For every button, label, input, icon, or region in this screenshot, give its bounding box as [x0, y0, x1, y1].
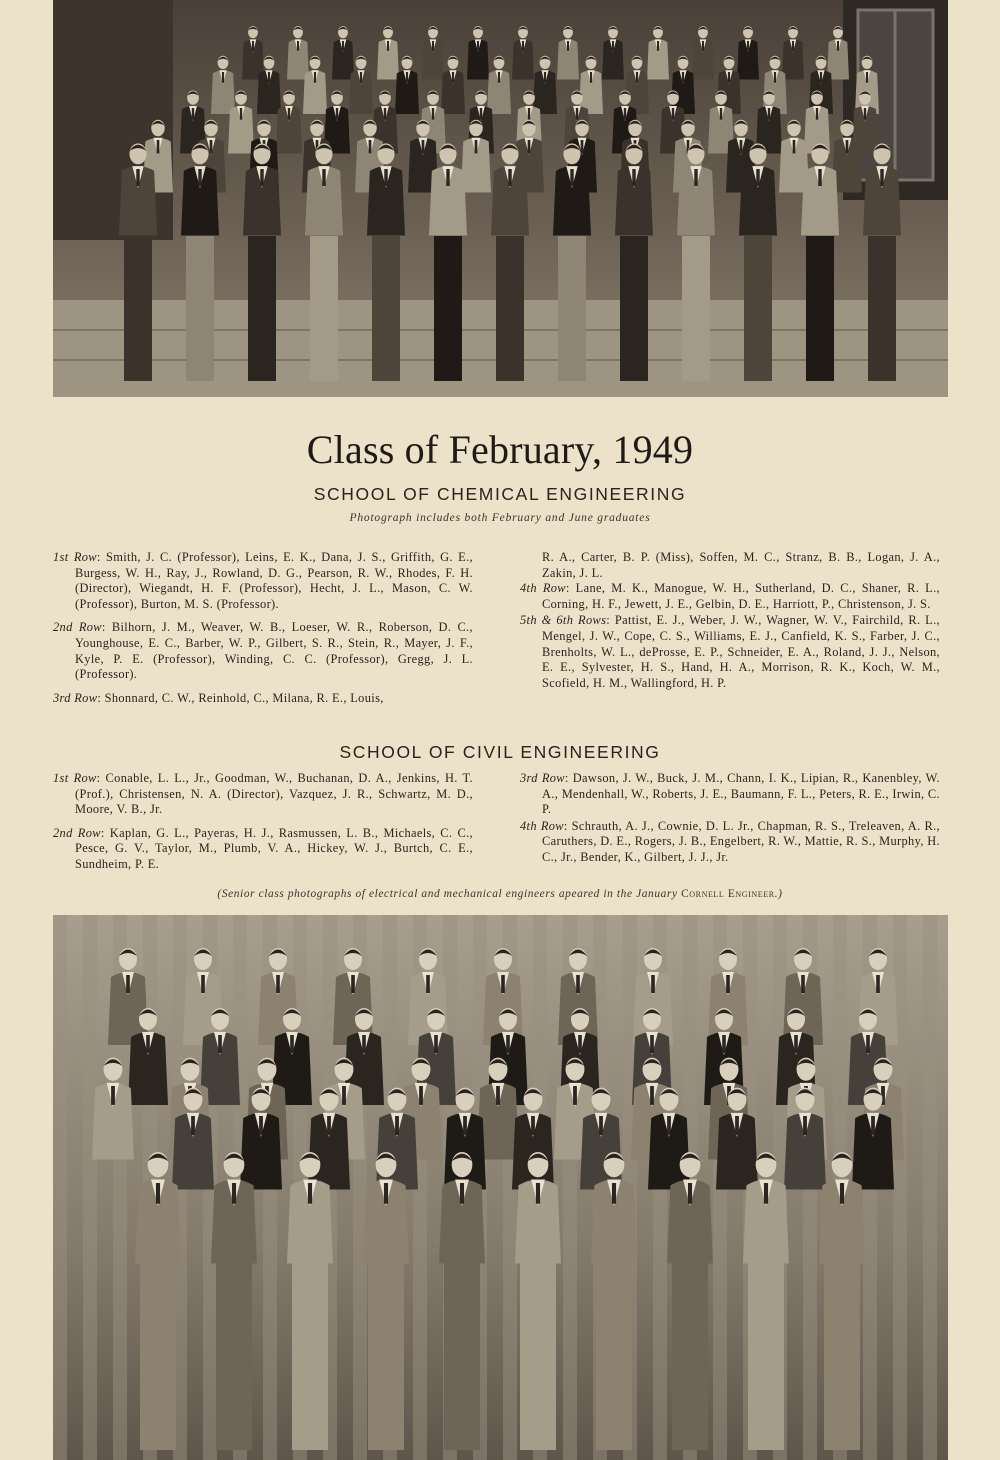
row-names: Smith, J. C. (Professor), Leins, E. K., Dana, J. S., Griffith, G. E., Burgess, W. H., Ray, J., Rowland, D. G., Pearson, R. W., Rhodes, F. H. (Director), Wiegandt, H. F. (Professor), Hecht, J. L., Mason, C. W. (Professor), Burton, M. S. (Professor).	[75, 550, 473, 611]
roster-row: 4th Row: Lane, M. K., Manogue, W. H., Sutherland, D. C., Shaner, R. L., Corning, H. F., Jewett, J. E., Gelbin, D. E., Harriott, P., Christenson, J. S.	[520, 581, 940, 611]
roster-row: 3rd Row: Dawson, J. W., Buck, J. M., Chann, I. K., Lipian, R., Kanenbley, W. A., Mendenhall, W., Roberts, J. E., Baumann, F. L., Peters, R. E., Irwin, C. P.	[520, 771, 940, 817]
row-label: 1st Row	[53, 771, 97, 785]
row-names: Pattist, E. J., Weber, J. W., Wagner, W. V., Fairchild, R. L., Mengel, J. W., Cope, C. S., Williams, E. J., Canfield, K. S., Farber, J. C., Brenholts, W. L., deProsse, E. P., Schneider, E. A., Roland, J. J., Nelson, E. E., Sylvester, H. S., Hand, H. A., Morrison, R. K., Koch, W. M., Scofield, H. M., Wallingford, H. P.	[542, 613, 940, 690]
civil-roster-right	[520, 771, 940, 867]
chemical-engineering-heading: SCHOOL OF CHEMICAL ENGINEERING	[313, 484, 687, 504]
caption-end: .)	[774, 888, 783, 900]
row-names: Schrauth, A. J., Cownie, D. L. Jr., Chapman, R. S., Treleaven, A. R., Caruthers, D. E., Rogers, J. B., Engelbert, R. W., Mattie, R. S., Murphy, H. C., Jr., Bender, K., Gilbert, J. J., Jr.	[542, 818, 940, 864]
row-label: 3rd Row	[53, 690, 98, 705]
roster-row: 3rd Row: Shonnard, C. W., Reinhold, C., Milana, R. E., Louis,	[53, 690, 384, 705]
row-names: Bilhorn, J. M., Weaver, W. B., Loeser, W. R., Roberson, D. C., Younghouse, E. C., Barber, W. P., Gilbert, S. R., Stein, R., Mayer, J. F., Kyle, P. E. (Professor), Winding, C. C. (Professor), Gregg, J. L. (Professor).	[75, 620, 473, 682]
row-label: 4th Row	[520, 818, 564, 833]
photo-note: Photograph includes both February and June graduates	[349, 512, 651, 524]
row-names: Conable, L. L., Jr., Goodman, W., Buchanan, D. A., Jenkins, H. T. (Prof.), Christensen, N. A. (Director), Vazquez, J. R., Schwartz, M. D., Moore, V. B., Jr.	[75, 771, 473, 817]
row-names: Kaplan, G. L., Payeras, H. J., Rasmussen, L. B., Michaels, C. C., Pesce, G. V., Taylor, M., Plumb, V. A., Hickey, W. J., Burtch, C. E., Sundheim, P. E.	[75, 825, 473, 871]
row-label: 3rd Row	[520, 771, 565, 785]
row-names: Shonnard, C. W., Reinhold, C., Milana, R. E., Louis,	[104, 690, 384, 705]
chemical-engineering-group-photo	[53, 0, 948, 397]
photo-caption	[0, 888, 1000, 900]
roster-row: 1st Row: Smith, J. C. (Professor), Leins, E. K., Dana, J. S., Griffith, G. E., Burgess, W. H., Ray, J., Rowland, D. G., Pearson, R. W., Rhodes, F. H. (Director), Wiegandt, H. F. (Professor), Hecht, J. L., Mason, C. W. (Professor), Burton, M. S. (Professor).	[53, 550, 473, 611]
caption-text: (Senior class photographs of electrical and mechanical engineers apeared in the January	[217, 888, 678, 900]
civil-engineering-heading: SCHOOL OF CIVIL ENGINEERING	[339, 742, 661, 762]
chemical-roster-left	[53, 550, 473, 707]
roster-row: 5th & 6th Rows: Pattist, E. J., Weber, J. W., Wagner, W. V., Fairchild, R. L., Mengel, J. W., Cope, C. S., Williams, E. J., Canfield, K. S., Farber, J. C., Brenholts, W. L., deProsse, E. P., Schneider, E. A., Roland, J. J., Nelson, E. E., Sylvester, H. S., Hand, H. A., Morrison, R. K., Koch, W. M., Scofield, H. M., Wallingford, H. P.	[520, 613, 940, 690]
row-names: Dawson, J. W., Buck, J. M., Chann, I. K., Lipian, R., Kanenbley, W. A., Mendenhall, W., Roberts, J. E., Baumann, F. L., Peters, R. E., Irwin, C. P.	[542, 771, 940, 817]
chemical-roster-right	[520, 550, 940, 692]
row-names: Lane, M. K., Manogue, W. H., Sutherland, D. C., Shaner, R. L., Corning, H. F., Jewett, J. E., Gelbin, D. E., Harriott, P., Christenson, J. S.	[542, 581, 940, 611]
publication-name: Cornell Engineer	[681, 888, 775, 900]
row-label: 1st Row	[53, 550, 97, 564]
civil-engineering-group-photo	[53, 915, 948, 1460]
roster-row: 2nd Row: Bilhorn, J. M., Weaver, W. B., Loeser, W. R., Roberson, D. C., Younghouse, E. C., Barber, W. P., Gilbert, S. R., Stein, R., Mayer, J. F., Kyle, P. E. (Professor), Winding, C. C. (Professor), Gregg, J. L. (Professor).	[53, 620, 473, 682]
roster-row: 1st Row: Conable, L. L., Jr., Goodman, W., Buchanan, D. A., Jenkins, H. T. (Prof.), Christensen, N. A. (Director), Vazquez, J. R., Schwartz, M. D., Moore, V. B., Jr.	[53, 771, 473, 817]
roster-row: 2nd Row: Kaplan, G. L., Payeras, H. J., Rasmussen, L. B., Michaels, C. C., Pesce, G. V., Taylor, M., Plumb, V. A., Hickey, W. J., Burtch, C. E., Sundheim, P. E.	[53, 825, 473, 871]
row-label: 2nd Row	[53, 825, 101, 840]
civil-roster-left	[53, 771, 473, 874]
row-label: 5th & 6th Rows	[520, 613, 607, 628]
roster-row: 4th Row: Schrauth, A. J., Cownie, D. L. Jr., Chapman, R. S., Treleaven, A. R., Caruthers, D. E., Rogers, J. B., Engelbert, R. W., Mattie, R. S., Murphy, H. C., Jr., Bender, K., Gilbert, J. J., Jr.	[520, 818, 940, 864]
roster-row-continued: R. A., Carter, B. P. (Miss), Soffen, M. C., Stranz, B. B., Logan, J. A., Zakin, J. L.	[542, 550, 940, 580]
row-label: 4th Row	[520, 581, 566, 596]
page-title: Class of February, 1949	[306, 427, 694, 472]
row-label: 2nd Row	[53, 620, 102, 635]
